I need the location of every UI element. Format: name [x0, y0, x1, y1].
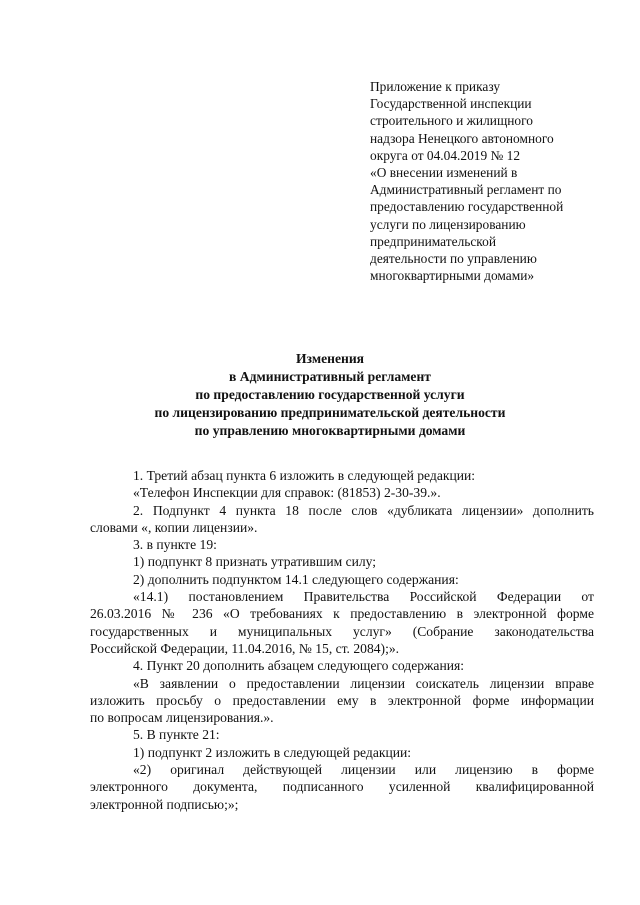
appendix-line: Административный регламент по [370, 182, 562, 198]
body-line: Российской Федерации, 11.04.2016, № 15, ст. 2084);». [90, 640, 400, 656]
appendix-header [370, 78, 610, 284]
body-line: 1) подпункт 2 изложить в следующей редакции: [133, 744, 412, 760]
body-line: 5. В пункте 21: [133, 727, 220, 743]
body-line: словами «, копии лицензии». [90, 519, 258, 535]
body-line: электронного документа, подписанного усиленной квалифицированной [90, 779, 594, 795]
body-line: «14.1) постановлением Правительства Российской Федерации от [133, 589, 594, 605]
document-body [90, 467, 594, 813]
title-line: по управлению многоквартирными домами [194, 423, 466, 438]
appendix-line: строительного и жилищного [370, 113, 533, 129]
body-line: «В заявлении о предоставлении лицензии соискатель лицензии вправе [133, 675, 594, 691]
body-line: электронной подписью;»; [90, 796, 239, 812]
appendix-line: деятельности по управлению [370, 251, 537, 267]
body-line: государственных и муниципальных услуг» (Собрание законодательства [90, 623, 594, 639]
title-line: Изменения [295, 351, 365, 366]
title-line: в Административный регламент [229, 369, 431, 384]
body-line: 26.03.2016 № 236 «О требованиях к предоставлению в электронной форме [90, 606, 594, 622]
appendix-line: услуги по лицензированию [370, 216, 526, 232]
appendix-line: надзора Ненецкого автономного [370, 130, 554, 146]
appendix-line: Государственной инспекции [370, 96, 532, 112]
body-line: по вопросам лицензирования.». [90, 710, 274, 726]
body-line: 2) дополнить подпунктом 14.1 следующего содержания: [133, 571, 459, 587]
appendix-line: округа от 04.04.2019 № 12 [370, 147, 521, 163]
appendix-line: многоквартирными домами» [370, 268, 535, 284]
body-line: 3. в пункте 19: [133, 537, 217, 553]
appendix-line: предпринимательской [370, 233, 496, 249]
body-line: «2) оригинал действующей лицензии или лицензию в форме [133, 762, 594, 778]
appendix-line: предоставлению государственной [370, 199, 564, 215]
body-line: изложить просьбу о предоставлении ему в электронной форме информации [90, 692, 594, 708]
appendix-line: «О внесении изменений в [370, 165, 518, 181]
body-line: 1) подпункт 8 признать утратившим силу; [133, 554, 377, 570]
title-line: по предоставлению государственной услуги [195, 387, 465, 402]
appendix-line: Приложение к приказу [370, 79, 501, 94]
body-line: «Телефон Инспекции для справок: (81853) 2-30-39.». [133, 485, 441, 501]
title-line: по лицензированию предпринимательской деятельности [154, 405, 506, 420]
body-line: 2. Подпункт 4 пункта 18 после слов «дубликата лицензии» дополнить [133, 502, 594, 518]
body-line: 4. Пункт 20 дополнить абзацем следующего содержания: [133, 658, 465, 674]
body-line: 1. Третий абзац пункта 6 изложить в следующей редакции: [133, 468, 476, 483]
document-title [90, 350, 570, 440]
